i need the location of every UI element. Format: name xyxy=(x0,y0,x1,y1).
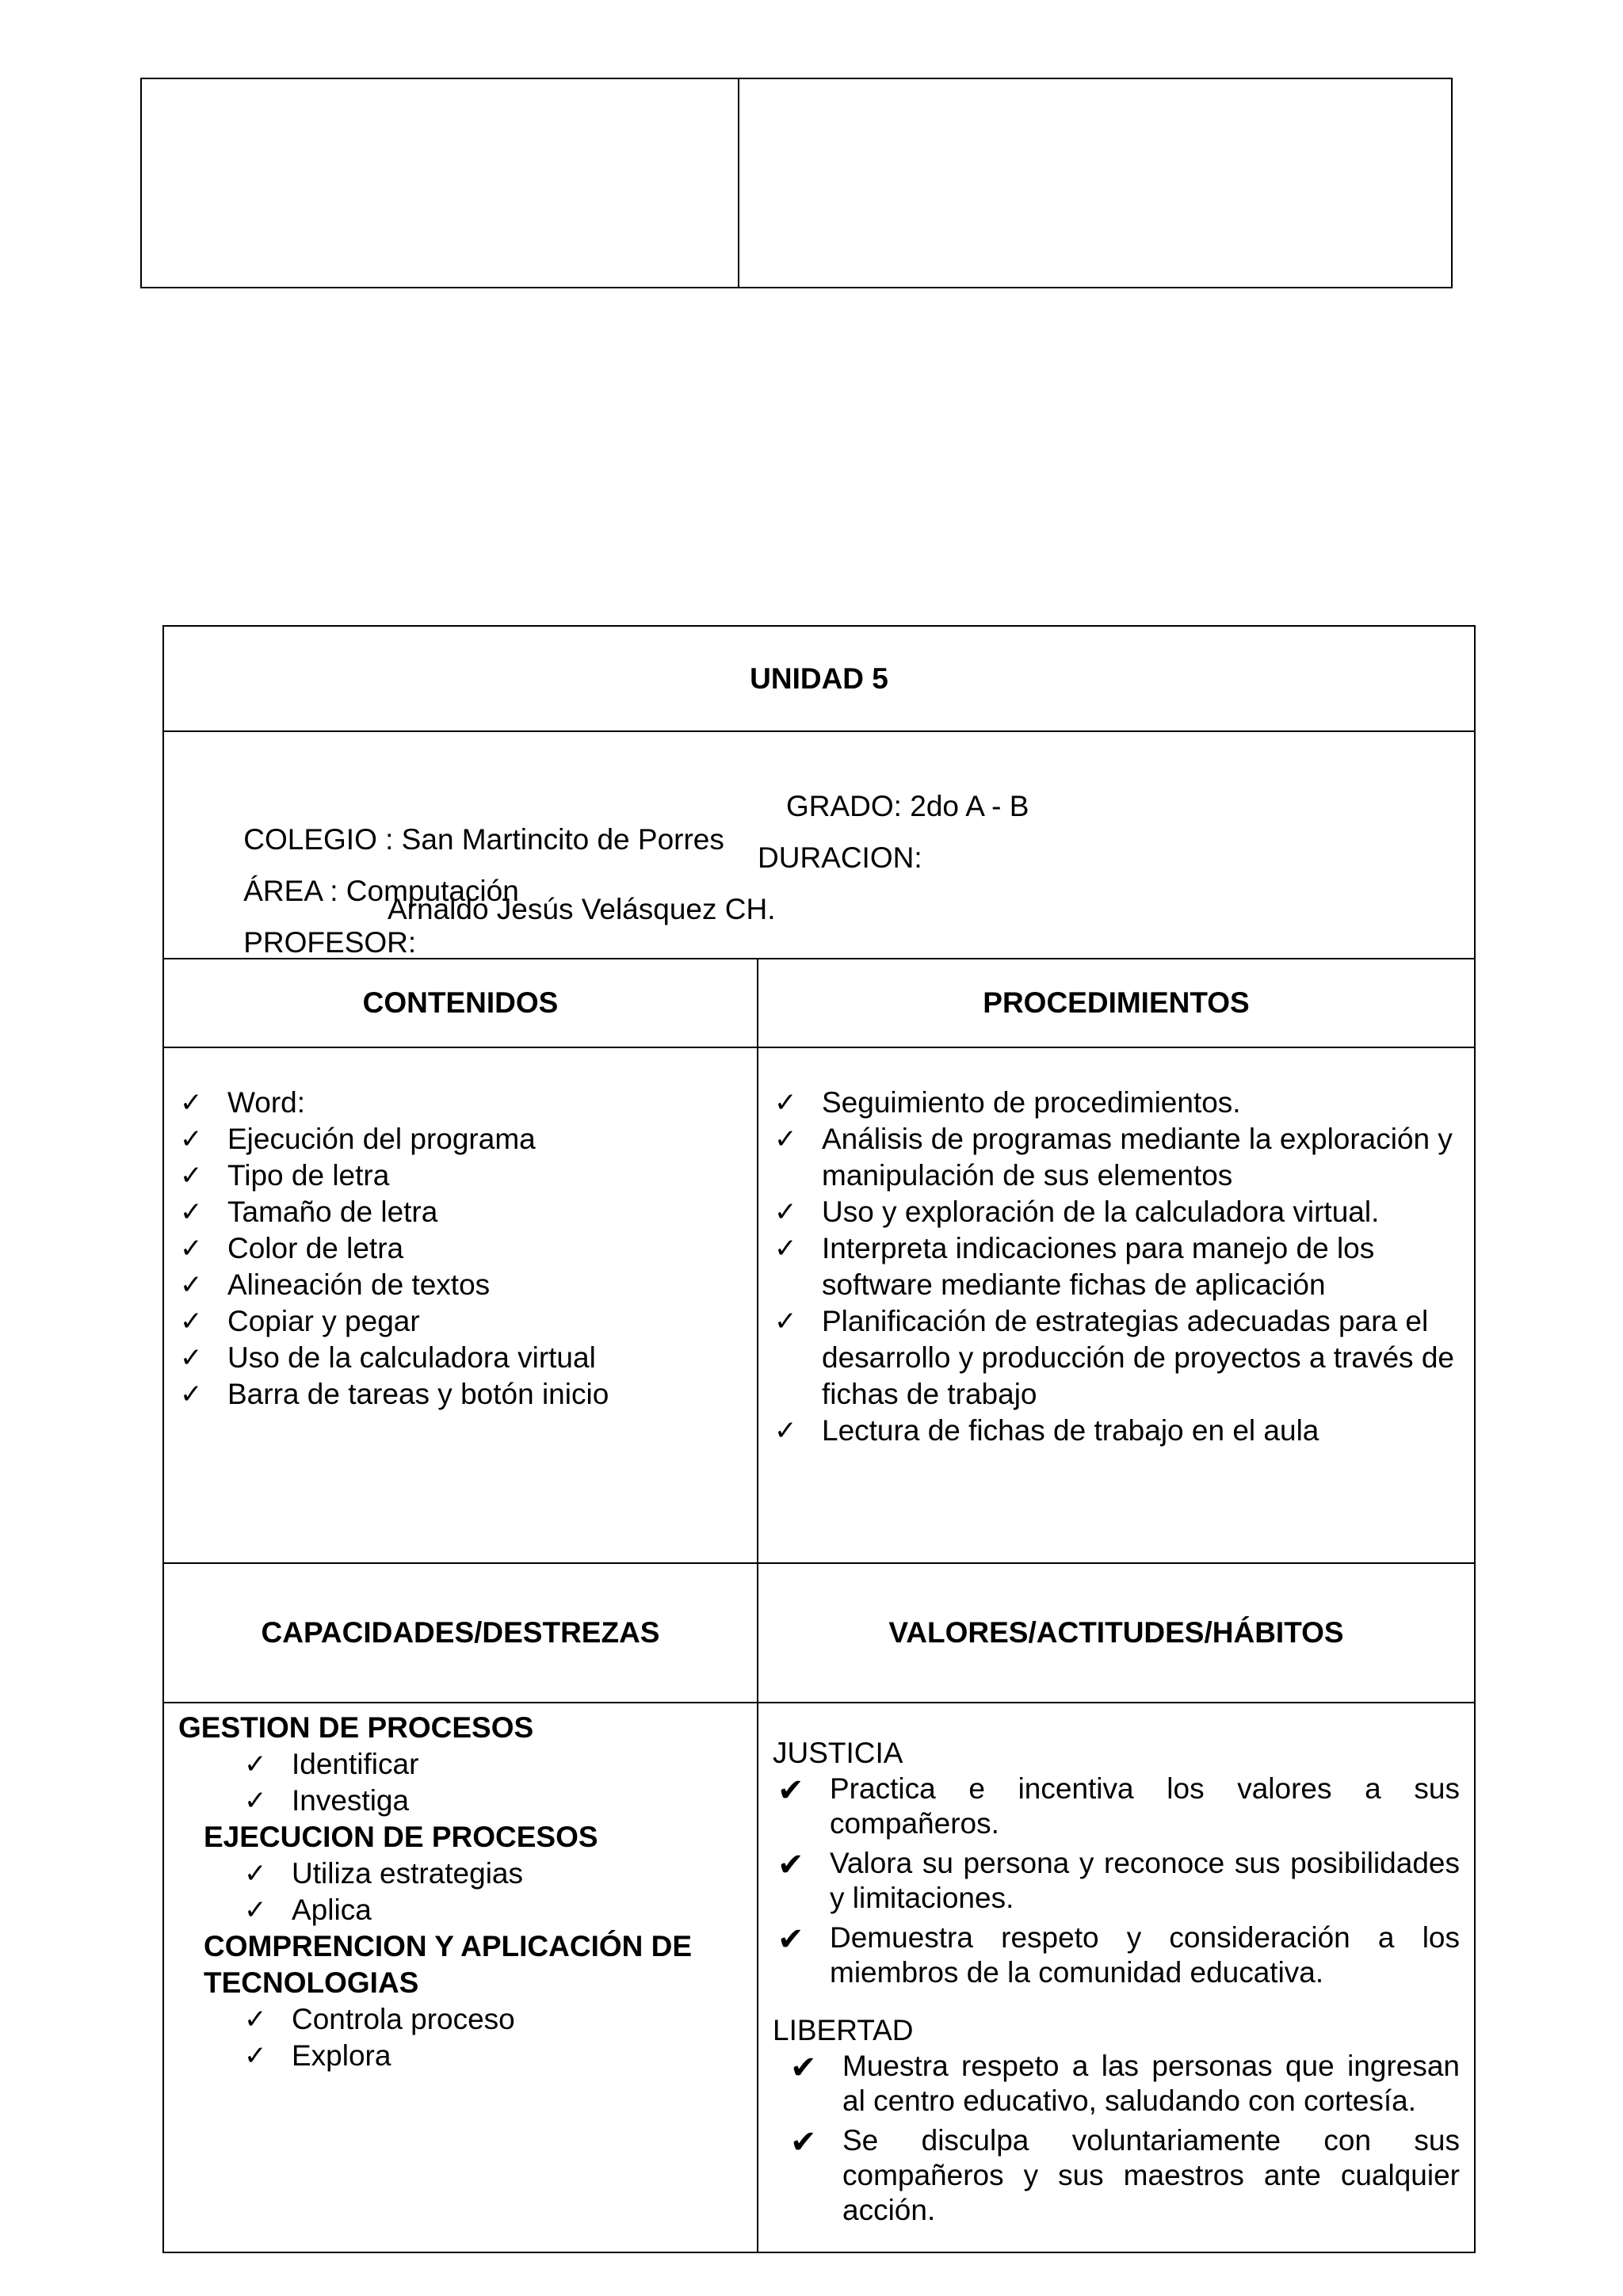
list-item xyxy=(164,1376,757,1413)
header-procedimientos: PROCEDIMIENTOS xyxy=(758,959,1475,1047)
unit-plan-table xyxy=(162,625,1476,2253)
list-item xyxy=(178,2038,743,2074)
checkmark-icon: ✓ xyxy=(774,1196,797,1228)
list-item-text: Tipo de letra xyxy=(227,1159,390,1192)
checkmark-icon: ✓ xyxy=(774,1233,797,1264)
checkmark-icon: ✓ xyxy=(774,1415,797,1447)
list-item xyxy=(773,1772,1460,1841)
checkmark-icon: ✓ xyxy=(774,1123,797,1155)
top-header-table xyxy=(140,78,1453,288)
list-item-text: Identificar xyxy=(292,1748,419,1780)
list-item-text: Aplica xyxy=(292,1894,372,1926)
area-text: ÁREA : Computación xyxy=(243,875,519,907)
checkmark-icon: ✓ xyxy=(180,1196,203,1228)
list-item-text: Muestra respeto a las personas que ingresan al centro educativo, saludando con cortesía. xyxy=(842,2050,1460,2117)
checkmark-icon: ✓ xyxy=(180,1306,203,1337)
checkmark-icon: ✓ xyxy=(244,2040,267,2072)
list-item-text: Análisis de programas mediante la exploración y manipulación de sus elementos xyxy=(822,1123,1453,1192)
list-item-text: Demuestra respeto y consideración a los miembros de la comunidad educativa. xyxy=(830,1921,1460,1989)
list-item xyxy=(758,1303,1474,1413)
list-item xyxy=(758,1230,1474,1303)
list-item-text: Copiar y pegar xyxy=(227,1305,420,1337)
list-item-text: Seguimiento de procedimientos. xyxy=(822,1086,1241,1119)
list-item-text: Practica e incentiva los valores a sus compañeros. xyxy=(830,1772,1460,1840)
valores-cell xyxy=(758,1703,1475,2252)
capacidad-heading: COMPRENCION Y APLICACIÓN DE TECNOLOGIAS xyxy=(204,1930,693,1999)
top-right-cell xyxy=(739,78,1452,288)
contenidos-cell xyxy=(163,1047,758,1563)
list-item-text: Barra de tareas y botón inicio xyxy=(227,1378,609,1410)
list-item-text: Planificación de estrategias adecuadas para el desarrollo y producción de proyectos a través de fichas de trabajo xyxy=(822,1305,1454,1410)
checkmark-icon: ✓ xyxy=(180,1123,203,1155)
capacidad-heading: GESTION DE PROCESOS xyxy=(178,1711,534,1744)
checkmark-icon: ✓ xyxy=(180,1160,203,1192)
list-item-text: Ejecución del programa xyxy=(227,1123,536,1155)
list-item xyxy=(773,2123,1460,2228)
profesor-label: PROFESOR: xyxy=(243,926,417,959)
top-left-cell xyxy=(141,78,739,288)
checkmark-icon: ✓ xyxy=(244,1749,267,1780)
list-item-text: Uso y exploración de la calculadora virtual. xyxy=(822,1196,1380,1228)
list-item-text: Uso de la calculadora virtual xyxy=(227,1341,596,1374)
header-capacidades: CAPACIDADES/DESTREZAS xyxy=(163,1563,758,1703)
list-item-text: Tamaño de letra xyxy=(227,1196,438,1228)
list-item xyxy=(758,1413,1474,1449)
colegio-text: COLEGIO : San Martincito de Porres xyxy=(243,823,724,856)
checkmark-icon: ✔ xyxy=(777,1921,804,1958)
list-item-text: Lectura de fichas de trabajo en el aula xyxy=(822,1414,1319,1447)
checkmark-icon: ✔ xyxy=(790,2050,817,2086)
list-item-text: Valora su persona y reconoce sus posibilidades y limitaciones. xyxy=(830,1847,1460,1914)
capacidad-heading: EJECUCION DE PROCESOS xyxy=(204,1821,598,1853)
unit-info-cell xyxy=(163,731,1475,959)
valor-heading: JUSTICIA xyxy=(773,1737,903,1769)
checkmark-icon: ✓ xyxy=(180,1379,203,1410)
checkmark-icon: ✓ xyxy=(774,1087,797,1119)
list-item-text: Word: xyxy=(227,1086,306,1119)
valor-heading: LIBERTAD xyxy=(773,2014,914,2046)
list-item xyxy=(178,1746,743,1783)
checkmark-icon: ✓ xyxy=(244,1785,267,1817)
header-contenidos: CONTENIDOS xyxy=(163,959,758,1047)
unit-title: UNIDAD 5 xyxy=(163,626,1475,731)
checkmark-icon: ✓ xyxy=(244,1858,267,1890)
list-item-text: Controla proceso xyxy=(292,2003,515,2035)
procedimientos-cell xyxy=(758,1047,1475,1563)
grado-text: GRADO: 2do A - B xyxy=(786,790,1029,822)
list-item xyxy=(178,1892,743,1928)
list-item xyxy=(758,1085,1474,1121)
checkmark-icon: ✓ xyxy=(180,1342,203,1374)
capacidad-list xyxy=(178,1746,743,1819)
checkmark-icon: ✓ xyxy=(180,1233,203,1264)
list-item-text: Explora xyxy=(292,2039,391,2072)
list-item-text: Se disculpa voluntariamente con sus compañeros y sus maestros ante cualquier acción. xyxy=(842,2124,1460,2226)
list-item xyxy=(164,1230,757,1267)
list-item xyxy=(164,1194,757,1230)
capacidad-list xyxy=(178,1855,743,1928)
checkmark-icon: ✓ xyxy=(774,1306,797,1337)
profesor-name: Arnaldo Jesús Velásquez CH. xyxy=(388,893,776,925)
list-item-text: Interpreta indicaciones para manejo de los software mediante fichas de aplicación xyxy=(822,1232,1375,1301)
capacidades-block xyxy=(164,1703,757,2074)
valores-block xyxy=(758,1703,1474,2228)
list-item-text: Alineación de textos xyxy=(227,1268,491,1301)
list-item xyxy=(164,1158,757,1194)
list-item xyxy=(164,1085,757,1121)
capacidad-list xyxy=(178,2001,743,2074)
list-item-text: Utiliza estrategias xyxy=(292,1857,524,1890)
checkmark-icon: ✓ xyxy=(244,2004,267,2035)
checkmark-icon: ✓ xyxy=(180,1269,203,1301)
checkmark-icon: ✓ xyxy=(180,1087,203,1119)
list-item xyxy=(164,1121,757,1158)
checkmark-icon: ✔ xyxy=(777,1847,804,1883)
list-item-text: Investiga xyxy=(292,1784,410,1817)
list-item xyxy=(164,1303,757,1340)
checkmark-icon: ✔ xyxy=(790,2124,817,2161)
list-item xyxy=(773,1846,1460,1916)
valor-list xyxy=(773,1772,1460,1990)
list-item xyxy=(178,2001,743,2038)
checkmark-icon: ✓ xyxy=(244,1894,267,1926)
list-item xyxy=(178,1855,743,1892)
list-item xyxy=(758,1194,1474,1230)
procedimientos-list xyxy=(758,1085,1474,1449)
list-item xyxy=(164,1340,757,1376)
list-item xyxy=(164,1267,757,1303)
list-item xyxy=(758,1121,1474,1194)
header-valores: VALORES/ACTITUDES/HÁBITOS xyxy=(758,1563,1475,1703)
capacidades-cell xyxy=(163,1703,758,2252)
checkmark-icon: ✔ xyxy=(777,1772,804,1809)
list-item xyxy=(178,1783,743,1819)
valor-list xyxy=(773,2049,1460,2228)
contenidos-list xyxy=(164,1085,757,1413)
list-item-text: Color de letra xyxy=(227,1232,404,1264)
list-item xyxy=(773,2049,1460,2119)
duracion-text: DURACION: xyxy=(758,841,922,874)
list-item xyxy=(773,1920,1460,1990)
